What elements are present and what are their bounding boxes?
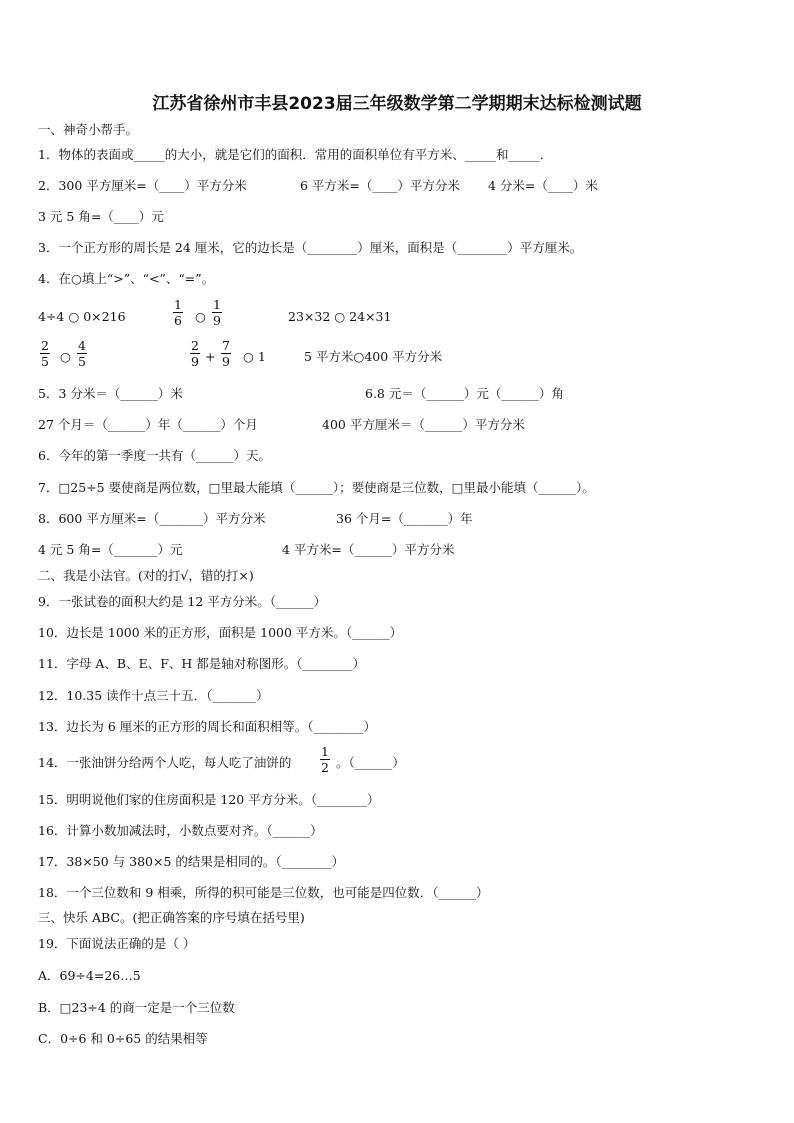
numerator: 1 [174, 297, 182, 312]
question-5c: 27 个月＝（______）年（______）个月 [38, 417, 258, 432]
denominator: 5 [41, 354, 49, 369]
fraction [212, 297, 222, 328]
denominator: 2 [321, 760, 329, 775]
fraction [40, 338, 50, 369]
question-8c: 4 元 5 角=（_______）元 [38, 542, 183, 557]
question-16: 16．计算小数加减法时，小数点要对齐。（______） [38, 823, 323, 838]
numerator: 1 [321, 744, 329, 759]
compare-circle: ○ [60, 349, 71, 364]
denominator: 9 [213, 313, 221, 328]
fraction [190, 338, 200, 369]
question-4a: 4÷4 ○ 0×216 [38, 309, 126, 324]
plus-sign: + [205, 349, 216, 364]
page-title: 江苏省徐州市丰县2023届三年级数学第二学期期末达标检测试题 [152, 94, 642, 114]
option-c: C．0÷6 和 0÷65 的结果相等 [38, 1031, 208, 1046]
denominator: 9 [191, 354, 199, 369]
question-2a: 2．300 平方厘米=（____）平方分米 [38, 178, 247, 193]
question-13: 13．边长为 6 厘米的正方形的周长和面积相等。（________） [38, 719, 377, 734]
fraction [320, 744, 330, 775]
fraction [173, 297, 183, 328]
question-14: 14．一张油饼分给两个人吃，每人吃了油饼的 [38, 755, 292, 770]
numerator: 2 [41, 338, 49, 353]
question-2b: 6 平方米=（____）平方分米 [300, 178, 460, 193]
numerator: 2 [191, 338, 199, 353]
question-2c: 4 分米=（____）米 [488, 178, 598, 193]
fraction [77, 338, 87, 369]
question-4f: 5 平方米○400 平方分米 [304, 349, 443, 364]
compare-tail: ○ 1 [243, 349, 266, 364]
question-5d: 400 平方厘米＝（______）平方分米 [322, 417, 525, 432]
question-10: 10．边长是 1000 米的正方形，面积是 1000 平方米。（______） [38, 625, 403, 640]
question-17: 17．38×50 与 380×5 的结果是相同的。（________） [38, 854, 345, 869]
question-4: 4．在○填上“>”、“<”、“=”。 [38, 271, 215, 286]
question-6: 6．今年的第一季度一共有（______）天。 [38, 448, 271, 463]
question-5a: 5．3 分米＝（______）米 [38, 386, 183, 401]
option-b: B．□23÷4 的商一定是一个三位数 [38, 1000, 235, 1015]
question-3: 3．一个正方形的周长是 24 厘米，它的边长是（________）厘米，面积是（________）平方厘米。 [38, 240, 583, 255]
question-8a: 8．600 平方厘米=（_______）平方分米 [38, 511, 266, 526]
denominator: 6 [174, 313, 182, 328]
question-19: 19．下面说法正确的是（ ） [38, 936, 196, 951]
denominator: 9 [222, 354, 230, 369]
fraction [221, 338, 231, 369]
numerator: 7 [222, 338, 230, 353]
question-2d: 3 元 5 角=（____）元 [38, 209, 164, 224]
option-a: A．69÷4=26…5 [38, 968, 141, 983]
compare-circle: ○ [195, 309, 206, 324]
question-12: 12．10.35 读作十点三十五．（_______） [38, 688, 269, 703]
question-15: 15．明明说他们家的住房面积是 120 平方分米。（________） [38, 792, 380, 807]
question-9: 9．一张试卷的面积大约是 12 平方分米。（______） [38, 594, 327, 609]
denominator: 5 [78, 354, 86, 369]
question-5b: 6.8 元＝（______）元（______）角 [365, 386, 564, 401]
question-11: 11．字母 A、B、E、F、H 都是轴对称图形。（________） [38, 656, 366, 671]
question-7: 7．□25÷5 要使商是两位数，□里最大能填（______）；要使商是三位数，□里最小能填（______）。 [38, 480, 595, 495]
numerator: 1 [213, 297, 221, 312]
section-heading-1: 一、神奇小帮手。 [38, 122, 139, 137]
section-heading-3: 三、快乐 ABC。(把正确答案的序号填在括号里) [38, 910, 305, 925]
question-14-tail: 。（______） [336, 755, 405, 770]
question-1: 1．物体的表面或_____的大小，就是它们的面积．常用的面积单位有平方米、_____和_____． [38, 147, 553, 162]
question-4c: 23×32 ○ 24×31 [288, 309, 392, 324]
question-8d: 4 平方米=（______）平方分米 [282, 542, 455, 557]
question-8b: 36 个月=（_______）年 [336, 511, 473, 526]
section-heading-2: 二、我是小法官。(对的打√，错的打×) [38, 568, 254, 583]
question-18: 18．一个三位数和 9 相乘，所得的积可能是三位数，也可能是四位数．（______） [38, 885, 489, 900]
numerator: 4 [78, 338, 86, 353]
